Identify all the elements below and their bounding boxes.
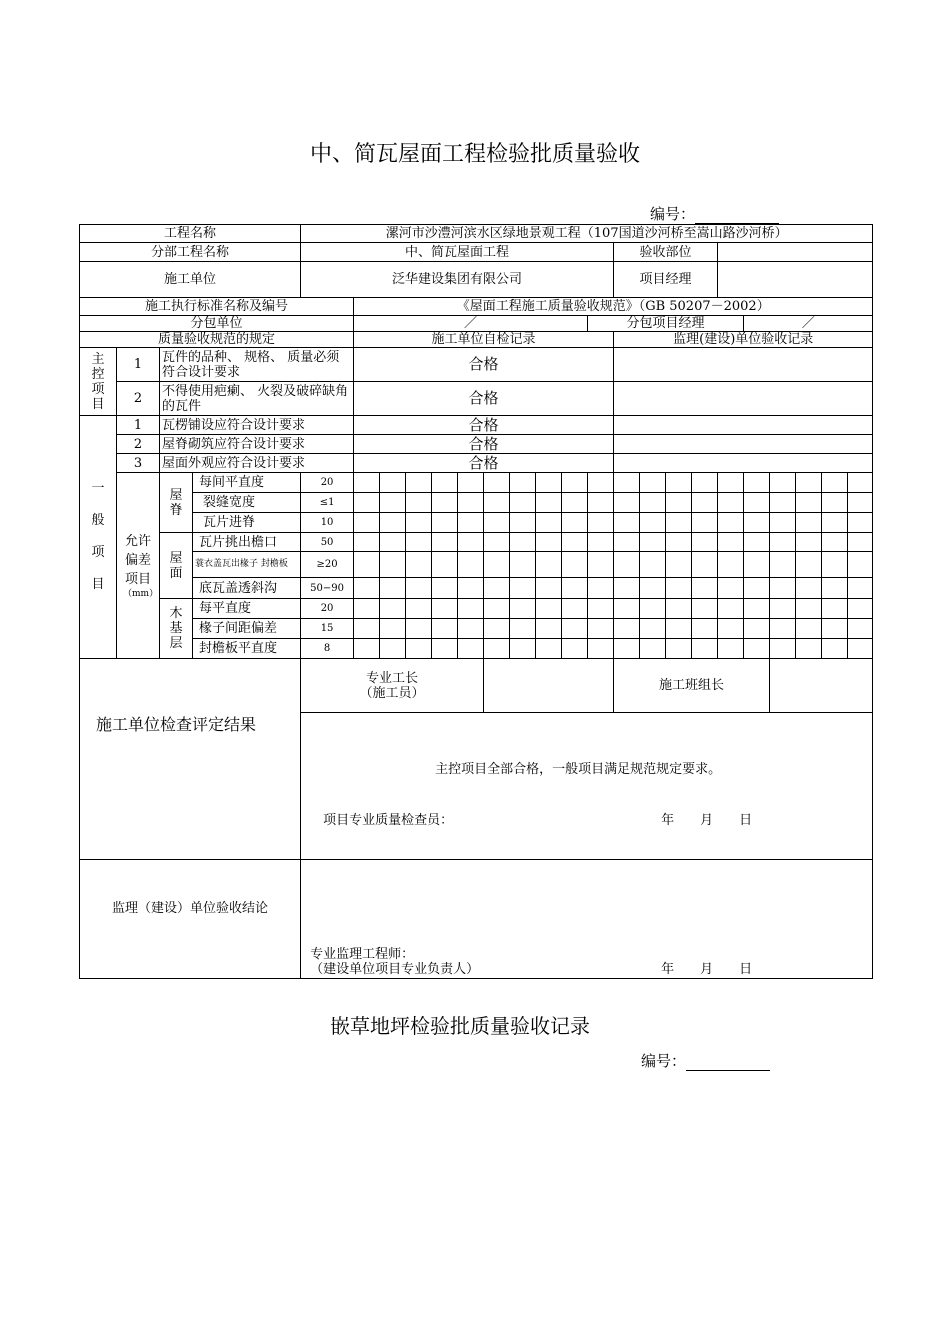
tolerance-item: 椽子间距偏差 <box>193 619 301 639</box>
general-item-text: 屋脊砌筑应符合设计要求 <box>160 435 354 454</box>
sub-pm-value: ／ <box>744 316 873 332</box>
project-name-label: 工程名称 <box>80 225 301 243</box>
pm-value <box>718 262 873 298</box>
tolerance-item: 封檐板平直度 <box>193 639 301 659</box>
general-item-super <box>614 454 873 473</box>
serial-number-line <box>695 209 779 224</box>
supervision-label: 监理（建设）单位验收结论 <box>80 860 301 979</box>
tolerance-row <box>80 552 873 578</box>
supervision-date: 年 月 日 <box>661 962 753 977</box>
main-control-label: 主控项目 <box>80 348 117 416</box>
general-item-result: 合格 <box>354 416 614 435</box>
serial-number-field <box>650 203 779 224</box>
general-label-text: 一般项目 <box>91 481 105 592</box>
general-item-super <box>614 416 873 435</box>
foreman-value <box>484 659 614 713</box>
main-item-super <box>614 348 873 382</box>
tolerance-row <box>80 578 873 599</box>
tolerance-row <box>80 513 873 533</box>
tolerance-value: ≤1 <box>301 493 354 513</box>
tolerance-row <box>80 639 873 659</box>
tolerance-label-text: 允许偏差项目 <box>124 534 151 587</box>
tolerance-value: 8 <box>301 639 354 659</box>
general-item-result: 合格 <box>354 435 614 454</box>
tolerance-row <box>80 599 873 619</box>
tolerance-item: 瓦片挑出檐口 <box>193 533 301 552</box>
col-header-spec: 质量验收规范的规定 <box>80 332 354 348</box>
main-item-text: 不得使用疤瘌、 火裂及破碎缺角的瓦件 <box>160 382 354 416</box>
page-title: 中、简瓦屋面工程检验批质量验收 <box>309 142 640 167</box>
sub-unit-label: 分包单位 <box>80 316 354 332</box>
team-leader-value <box>770 659 873 713</box>
sub-unit-value: ／ <box>354 316 588 332</box>
check-section-label-text: 施工单位检查评定结果 <box>96 715 257 734</box>
tolerance-item: 每平直度 <box>193 599 301 619</box>
col-header-self: 施工单位自检记录 <box>354 332 614 348</box>
tolerance-item: 裂缝宽度 <box>193 493 301 513</box>
main-item-result: 合格 <box>354 382 614 416</box>
acceptance-form-table <box>79 224 873 979</box>
tolerance-unit: （mm） <box>123 589 159 599</box>
main-item-super <box>614 382 873 416</box>
check-date: 年 月 日 <box>661 813 753 828</box>
main-item-no: 2 <box>117 382 160 416</box>
tolerance-row <box>80 533 873 552</box>
group-roof: 屋面 <box>160 533 193 599</box>
tolerance-value: 20 <box>301 473 354 493</box>
subproject-value: 中、简瓦屋面工程 <box>301 243 614 262</box>
general-item-super <box>614 435 873 454</box>
tolerance-value: ≥20 <box>301 552 354 578</box>
serial-number-label: 编号： <box>650 205 696 223</box>
foreman-label <box>301 659 484 713</box>
tolerance-label <box>117 473 160 659</box>
next-serial-number-field <box>641 1050 770 1071</box>
tolerance-value: 50 <box>301 533 354 552</box>
contractor-label: 施工单位 <box>80 262 301 298</box>
next-serial-number-label: 编号： <box>641 1052 687 1070</box>
supervision-engineer-label: 专业监理工程师： <box>310 947 415 962</box>
tolerance-item: 蓑衣盖瓦出椽子 封檐板 <box>193 552 301 578</box>
general-item-no: 2 <box>117 435 160 454</box>
standard-label: 施工执行标准名称及编号 <box>80 298 354 316</box>
accept-part-value <box>718 243 873 262</box>
general-item-no: 3 <box>117 454 160 473</box>
supervision-engineer-sub: （建设单位项目专业负责人） <box>310 962 480 977</box>
tolerance-value: 15 <box>301 619 354 639</box>
contractor-value: 泛华建设集团有限公司 <box>301 262 614 298</box>
tolerance-item: 瓦片进脊 <box>193 513 301 533</box>
tolerance-value: 20 <box>301 599 354 619</box>
main-item-result: 合格 <box>354 348 614 382</box>
standard-value: 《屋面工程施工质量验收规范》（GB 50207－2002） <box>354 298 873 316</box>
check-conclusion-cell <box>301 713 873 860</box>
main-item-no: 1 <box>117 348 160 382</box>
check-section-label <box>80 659 301 860</box>
general-label <box>80 416 117 659</box>
tolerance-item: 每间平直度 <box>193 473 301 493</box>
general-item-no: 1 <box>117 416 160 435</box>
next-serial-number-line <box>686 1056 770 1071</box>
tolerance-row <box>80 619 873 639</box>
tolerance-value: 10 <box>301 513 354 533</box>
col-header-super: 监理(建设)单位验收记录 <box>614 332 873 348</box>
foreman-sub-text: （施工员） <box>359 685 425 701</box>
tolerance-row <box>80 493 873 513</box>
general-item-result: 合格 <box>354 454 614 473</box>
project-name-value: 漯河市沙澧河滨水区绿地景观工程（107国道沙河桥至嵩山路沙河桥） <box>301 225 873 243</box>
tolerance-row <box>80 473 873 493</box>
sub-pm-label: 分包项目经理 <box>588 316 744 332</box>
main-item-text: 瓦件的品种、 规格、 质量必须符合设计要求 <box>160 348 354 382</box>
group-ridge: 屋脊 <box>160 473 193 533</box>
tolerance-value: 50−90 <box>301 578 354 599</box>
check-conclusion-text: 主控项目全部合格，一般项目满足规范规定要求。 <box>435 762 722 777</box>
supervision-cell <box>301 860 873 979</box>
pm-label: 项目经理 <box>614 262 718 298</box>
team-leader-label: 施工班组长 <box>614 659 770 713</box>
subproject-label: 分部工程名称 <box>80 243 301 262</box>
accept-part-label: 验收部位 <box>614 243 718 262</box>
tolerance-item: 底瓦盖透斜沟 <box>193 578 301 599</box>
general-item-text: 屋面外观应符合设计要求 <box>160 454 354 473</box>
inspector-label: 项目专业质量检查员： <box>323 813 454 828</box>
general-item-text: 瓦楞铺设应符合设计要求 <box>160 416 354 435</box>
foreman-label-text: 专业工长 <box>366 670 419 686</box>
group-wood-base: 木基层 <box>160 599 193 659</box>
next-page-title: 嵌草地坪检验批质量验收记录 <box>330 1014 590 1038</box>
